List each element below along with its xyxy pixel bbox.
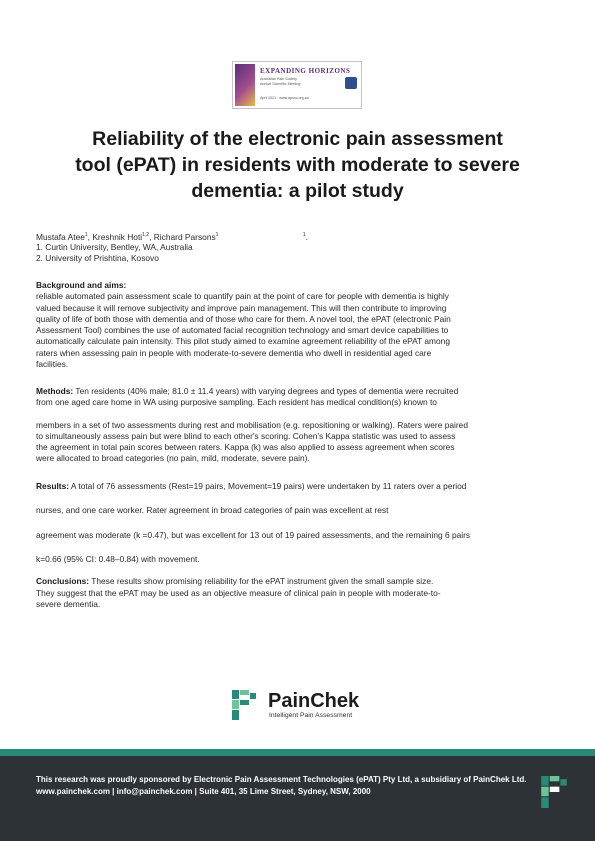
- author-1-affil: 1: [84, 232, 88, 238]
- author-1: Mustafa Atee: [36, 231, 85, 242]
- painchek-wordmark: PainChek: [268, 690, 360, 712]
- footer-sponsor-text: This research was proudly sponsored by Electronic Pain Assessment Technologies (ePAT) Pty Ltd, a subsidiary of PainChek Ltd.: [36, 775, 527, 784]
- methods-line-2: from one aged care home in WA using purposive sampling. Each resident has medical condition(s) known to: [36, 397, 437, 407]
- author-tail-affil: 1: [302, 232, 306, 238]
- title-line-2: tool (ePAT) in residents with moderate to severe: [75, 154, 520, 176]
- methods-line-4: to simultaneously assess pain but were blind to each other's scoring. Cohen's Kappa statistic was used to assess: [36, 431, 456, 441]
- banner-line-3: April 2021 · www.apsoc.org.au: [260, 96, 309, 100]
- methods-heading: Methods:: [36, 386, 74, 396]
- painchek-logo: [232, 690, 372, 722]
- affiliation-1: 1. Curtin University, Bentley, WA, Australia: [36, 242, 193, 252]
- background-heading: Background and aims:: [36, 280, 127, 290]
- painchek-mark-icon: [232, 690, 256, 720]
- title-line-1: Reliability of the electronic pain assessment: [92, 128, 503, 150]
- footer: [0, 756, 595, 841]
- methods-line-5: the agreement in total pain scores between raters. Kappa (k) was also applied to assess agreement when scores: [36, 442, 455, 452]
- background-line: Assessment Tool) combines the use of automated facial recognition technology and smart device capabilities to: [36, 325, 449, 336]
- background-line: reliable automated pain assessment scale to quantify pain at the point of care for people with dementia is highly: [36, 291, 449, 302]
- background-section: [36, 280, 556, 370]
- methods-line-1: Ten residents (40% male; 81.0 ± 11.4 years) with varying degrees and types of dementia were recruited: [73, 386, 459, 396]
- results-line-2: nurses, and one care worker. Rater agreement in broad categories of pain was excellent at rest: [36, 505, 389, 515]
- methods-line-1-row: [36, 386, 556, 397]
- banner-title: EXPANDING HORIZONS: [260, 67, 351, 75]
- author-2-affil: 1,2: [142, 232, 150, 238]
- background-line: automatically calculate pain intensity. This pilot study aimed to examine agreement reliability of the ePAT among: [36, 336, 450, 347]
- results-line-4: k=0.66 (95% CI: 0.48–0.84) with movement.: [36, 554, 200, 564]
- results-heading: Results:: [36, 481, 70, 491]
- footer-accent-stripe: [0, 749, 595, 756]
- title-line-3: dementia: a pilot study: [191, 180, 404, 202]
- background-line: quality of life of both those with dementia and of those who care for them. A novel tool, the ePAT (electronic Pain: [36, 313, 451, 324]
- conclusions-heading: Conclusions:: [36, 576, 90, 586]
- author-3-affil: 1: [215, 232, 219, 238]
- conclusions-line-2: They suggest that the ePAT may be used as an objective measure of clinical pain in people with moderate-to-: [36, 588, 441, 598]
- conclusions-line-3: severe dementia.: [36, 599, 101, 609]
- results-line-3: agreement was moderate (k =0.47), but was excellent for 13 out of 19 paired assessments, and the remaining 6 pairs: [36, 530, 471, 540]
- author-tail: .: [305, 231, 308, 242]
- affiliation-2: 2. University of Prishtina, Kosovo: [36, 253, 159, 263]
- painchek-footer-mark-icon: [540, 776, 568, 808]
- background-line: raters when assessing pain in people with moderate-to-severe dementia who dwell in residential aged care: [36, 347, 432, 358]
- conference-banner: [232, 61, 362, 109]
- conclusions-line-1-row: [36, 576, 556, 587]
- author-3: Richard Parsons: [153, 231, 216, 242]
- painchek-tagline: Intelligent Pain Assessment: [269, 712, 353, 719]
- background-line: facilities.: [36, 359, 69, 370]
- background-line: valued because it will remove subjectivity and improve pain management. This will then contribute to improving: [36, 302, 447, 313]
- author-2: Kreshnik Hoti: [92, 231, 143, 242]
- results-line-1-row: [36, 481, 556, 492]
- author-list: Mustafa Atee$^1$, Kreshnik Hoti$^{1,2}$, Richard Parsons$^1$ $^1$.: [36, 231, 308, 242]
- page-title: [40, 126, 555, 204]
- banner-line-2: Annual Scientific Meeting: [260, 82, 301, 86]
- conference-artwork: [235, 64, 255, 106]
- banner-line-1: Australian Pain Society: [260, 77, 297, 81]
- society-logo-icon: [345, 77, 357, 89]
- methods-line-3: members in a set of two assessments during rest and mobilisation (e.g. repositioning or walking). Raters were paired: [36, 420, 468, 430]
- footer-contact-text: www.painchek.com | info@painchek.com | Suite 401, 35 Lime Street, Sydney, NSW, 2000: [36, 787, 371, 796]
- results-line-1: A total of 76 assessments (Rest=19 pairs, Movement=19 pairs) were undertaken by 11 raters over a period: [69, 481, 467, 491]
- conclusions-line-1: These results show promising reliability for the ePAT instrument given the small sample size.: [89, 576, 434, 586]
- methods-line-6: were allocated to broad categories (no pain, mild, moderate, severe pain).: [36, 453, 310, 463]
